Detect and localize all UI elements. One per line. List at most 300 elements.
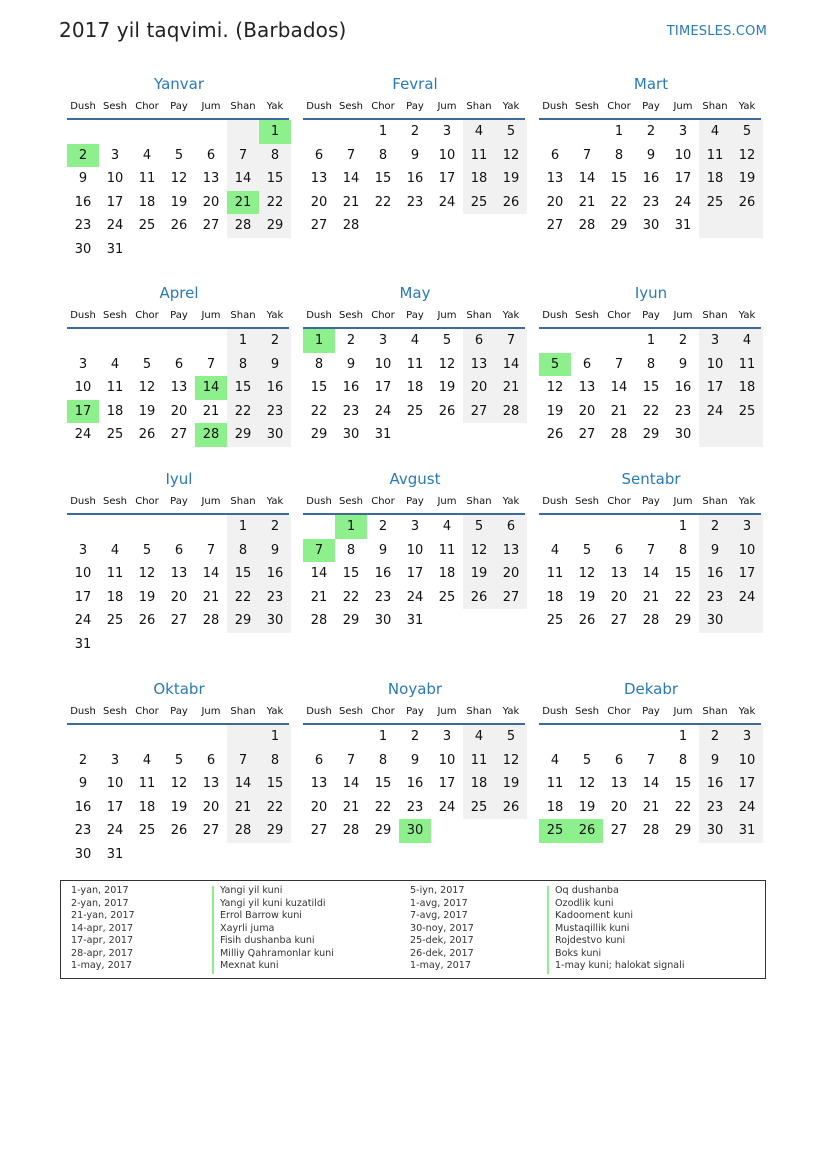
day-cell: 8 xyxy=(646,356,656,372)
holiday-day-cell: 1 xyxy=(259,120,291,144)
day-cell: 28 xyxy=(342,218,360,233)
week-row xyxy=(67,725,291,749)
week-row xyxy=(67,515,291,539)
day-cell: 3 xyxy=(678,124,688,139)
weekday-label: Yak xyxy=(502,706,520,717)
day-cell: 2 xyxy=(259,329,291,353)
month-sentabr xyxy=(539,469,763,633)
holiday-day-cell: 2 xyxy=(67,144,99,168)
day-cell: 7 xyxy=(614,356,624,372)
day-cell: 26 xyxy=(495,191,527,215)
day-cell: 1 xyxy=(678,729,688,744)
day-cell: 25 xyxy=(138,823,156,838)
week-row xyxy=(67,586,291,610)
weekday-label: Chor xyxy=(607,101,631,112)
weekday-label: Pay xyxy=(642,706,660,717)
week-row xyxy=(303,329,527,353)
day-cell: 25 xyxy=(546,613,564,628)
month-oktabr xyxy=(67,679,291,866)
weekday-label: Shan xyxy=(230,706,256,717)
weekday-label: Chor xyxy=(607,706,631,717)
day-cell: 22 xyxy=(227,400,259,424)
day-cell: 28 xyxy=(578,218,596,233)
weekday-label: Dush xyxy=(542,706,568,717)
day-cell: 17 xyxy=(438,776,456,791)
day-cell: 8 xyxy=(314,356,324,372)
day-cell: 8 xyxy=(678,542,688,558)
weekday-label: Jum xyxy=(201,706,221,717)
weekday-label: Dush xyxy=(306,496,332,507)
brand-link[interactable]: TIMESLES.COM xyxy=(666,24,767,39)
weekday-label: Chor xyxy=(607,496,631,507)
weekday-label: Yak xyxy=(738,101,756,112)
day-cell: 23 xyxy=(699,586,731,610)
month-fevral xyxy=(303,74,527,238)
day-cell: 4 xyxy=(731,329,763,353)
day-cell: 10 xyxy=(438,147,456,163)
day-cell: 6 xyxy=(614,752,624,768)
day-cell: 9 xyxy=(699,749,731,773)
day-cell: 5 xyxy=(582,542,592,558)
day-cell: 20 xyxy=(202,194,220,210)
day-cell: 25 xyxy=(438,589,456,605)
legend-names-right xyxy=(555,885,685,973)
day-cell: 27 xyxy=(610,613,628,628)
weekday-label: Jum xyxy=(673,706,693,717)
legend-holiday-name: Boks kuni xyxy=(555,947,602,959)
day-cell: 21 xyxy=(495,376,527,400)
day-cell: 14 xyxy=(642,776,660,791)
day-cell: 26 xyxy=(463,586,495,610)
day-cell: 18 xyxy=(463,167,495,191)
day-cell: 12 xyxy=(578,566,596,581)
day-cell: 6 xyxy=(582,356,592,372)
day-cell: 16 xyxy=(259,376,291,400)
day-cell: 10 xyxy=(74,380,92,395)
day-cell: 12 xyxy=(731,144,763,168)
weekday-label: Pay xyxy=(642,310,660,321)
month-may xyxy=(303,283,527,447)
day-cell: 16 xyxy=(74,194,92,210)
day-cell: 10 xyxy=(74,566,92,581)
month-title: Dekabr xyxy=(623,680,679,698)
month-mart xyxy=(539,74,763,238)
day-cell: 23 xyxy=(406,799,424,815)
day-cell: 15 xyxy=(674,566,692,581)
week-row xyxy=(539,400,763,424)
day-cell: 30 xyxy=(374,613,392,628)
day-cell: 26 xyxy=(438,403,456,419)
weekday-label: Shan xyxy=(702,706,728,717)
week-row xyxy=(303,120,527,144)
day-cell: 10 xyxy=(106,171,124,186)
day-cell: 27 xyxy=(463,400,495,424)
empty-day-cell xyxy=(163,238,195,262)
day-cell: 9 xyxy=(699,539,731,563)
day-cell: 7 xyxy=(227,749,259,773)
legend-date: 1-avg, 2017 xyxy=(410,897,468,909)
month-title: Fevral xyxy=(392,75,438,93)
day-cell: 7 xyxy=(227,144,259,168)
weekday-label: Shan xyxy=(702,496,728,507)
week-row xyxy=(303,749,527,773)
day-cell: 16 xyxy=(674,380,692,395)
day-cell: 12 xyxy=(170,171,188,186)
day-cell: 12 xyxy=(138,566,156,581)
day-cell: 3 xyxy=(78,542,88,558)
week-row xyxy=(539,191,763,215)
week-row xyxy=(67,238,291,262)
day-cell: 4 xyxy=(442,519,452,534)
day-cell: 27 xyxy=(170,613,188,628)
weekday-label: Jum xyxy=(437,310,457,321)
day-cell: 31 xyxy=(106,241,124,257)
day-cell: 17 xyxy=(406,566,424,581)
day-cell: 31 xyxy=(374,427,392,442)
month-title: Sentabr xyxy=(621,470,681,488)
empty-day-cell xyxy=(495,214,527,238)
day-cell: 23 xyxy=(699,796,731,820)
day-cell: 19 xyxy=(438,380,456,395)
empty-day-cell xyxy=(367,214,399,238)
day-cell: 3 xyxy=(110,752,120,768)
day-cell: 25 xyxy=(699,191,731,215)
weekday-header xyxy=(67,493,291,511)
week-row xyxy=(303,772,527,796)
legend-holiday-name: Mustaqillik kuni xyxy=(555,922,630,934)
week-row xyxy=(539,515,763,539)
day-cell: 16 xyxy=(642,171,660,186)
weekday-label: Dush xyxy=(70,706,96,717)
day-cell: 16 xyxy=(699,562,731,586)
weekday-label: Yak xyxy=(266,496,284,507)
week-row xyxy=(303,539,527,563)
weekday-label: Yak xyxy=(738,706,756,717)
empty-day-cell xyxy=(99,633,131,657)
week-row xyxy=(67,749,291,773)
day-cell: 12 xyxy=(546,380,564,395)
day-cell: 7 xyxy=(646,752,656,768)
day-cell: 17 xyxy=(731,772,763,796)
week-row xyxy=(67,167,291,191)
day-cell: 9 xyxy=(259,353,291,377)
empty-day-cell xyxy=(131,120,163,144)
day-cell: 3 xyxy=(442,729,452,744)
day-cell: 9 xyxy=(378,542,388,558)
day-cell: 28 xyxy=(227,214,259,238)
week-row xyxy=(539,749,763,773)
legend-date: 26-dek, 2017 xyxy=(410,947,474,959)
day-cell: 30 xyxy=(259,609,291,633)
day-cell: 12 xyxy=(495,749,527,773)
day-cell: 10 xyxy=(406,542,424,558)
day-cell: 1 xyxy=(614,124,624,139)
weekday-label: Sesh xyxy=(102,310,128,321)
day-cell: 22 xyxy=(642,403,660,419)
day-cell: 16 xyxy=(342,380,360,395)
day-cell: 6 xyxy=(614,542,624,558)
weekday-label: Jum xyxy=(201,101,221,112)
day-cell: 30 xyxy=(74,846,92,862)
day-cell: 10 xyxy=(106,776,124,791)
weekday-header xyxy=(303,98,527,116)
day-cell: 17 xyxy=(699,376,731,400)
day-cell: 20 xyxy=(495,562,527,586)
day-cell: 4 xyxy=(410,333,420,348)
day-cell: 22 xyxy=(674,799,692,815)
day-cell: 21 xyxy=(342,799,360,815)
legend-date: 25-dek, 2017 xyxy=(410,935,474,946)
day-cell: 5 xyxy=(495,725,527,749)
day-cell: 25 xyxy=(463,191,495,215)
day-cell: 12 xyxy=(170,776,188,791)
day-cell: 21 xyxy=(227,796,259,820)
empty-day-cell xyxy=(635,515,667,539)
day-cell: 13 xyxy=(170,566,188,581)
day-cell: 8 xyxy=(259,749,291,773)
day-cell: 19 xyxy=(170,799,188,815)
day-cell: 9 xyxy=(259,539,291,563)
day-cell: 14 xyxy=(610,380,628,395)
day-cell: 16 xyxy=(406,776,424,791)
empty-day-cell xyxy=(335,120,367,144)
day-cell: 17 xyxy=(74,589,92,605)
week-row xyxy=(303,515,527,539)
day-cell: 10 xyxy=(374,356,392,372)
empty-day-cell xyxy=(227,238,259,262)
legend-holiday-name: Kadooment kuni xyxy=(555,910,634,921)
weekday-label: Shan xyxy=(466,496,492,507)
day-cell: 18 xyxy=(138,799,156,815)
day-cell: 10 xyxy=(731,539,763,563)
holiday-day-cell: 25 xyxy=(539,819,571,843)
day-cell: 3 xyxy=(78,356,88,372)
day-cell: 12 xyxy=(578,776,596,791)
month-title: Iyul xyxy=(165,470,193,488)
weekday-label: Chor xyxy=(135,496,159,507)
day-cell: 5 xyxy=(495,120,527,144)
day-cell: 13 xyxy=(310,171,328,186)
weekday-header xyxy=(539,307,763,325)
day-cell: 29 xyxy=(310,427,328,442)
day-cell: 22 xyxy=(374,194,392,210)
day-cell: 7 xyxy=(495,329,527,353)
day-cell: 10 xyxy=(699,353,731,377)
empty-day-cell xyxy=(99,725,131,749)
day-cell: 19 xyxy=(546,403,564,419)
day-cell: 11 xyxy=(106,380,124,395)
day-cell: 9 xyxy=(410,147,420,163)
day-cell: 25 xyxy=(138,218,156,233)
empty-day-cell xyxy=(495,423,527,447)
week-row xyxy=(303,353,527,377)
day-cell: 23 xyxy=(342,403,360,419)
day-cell: 4 xyxy=(142,147,152,163)
day-cell: 23 xyxy=(674,403,692,419)
weekday-label: Pay xyxy=(170,101,188,112)
weekday-label: Chor xyxy=(371,706,395,717)
weekday-label: Jum xyxy=(673,101,693,112)
empty-day-cell xyxy=(259,238,291,262)
day-cell: 4 xyxy=(550,542,560,558)
weekday-label: Dush xyxy=(542,496,568,507)
month-iyun xyxy=(539,283,763,447)
day-cell: 5 xyxy=(174,752,184,768)
empty-day-cell xyxy=(195,843,227,867)
week-row xyxy=(303,819,527,843)
empty-day-cell xyxy=(603,329,635,353)
day-cell: 2 xyxy=(78,752,88,768)
legend-holiday-name: Milliy Qahramonlar kuni xyxy=(220,947,334,959)
day-cell: 22 xyxy=(259,191,291,215)
empty-day-cell xyxy=(99,120,131,144)
empty-day-cell xyxy=(131,238,163,262)
day-cell: 11 xyxy=(463,749,495,773)
day-cell: 1 xyxy=(227,329,259,353)
weekday-label: Dush xyxy=(306,706,332,717)
month-aprel xyxy=(67,283,291,447)
week-row xyxy=(539,329,763,353)
day-cell: 22 xyxy=(610,194,628,210)
day-cell: 21 xyxy=(610,403,628,419)
legend-date: 14-apr, 2017 xyxy=(71,922,134,934)
holiday-day-cell: 1 xyxy=(335,515,367,539)
day-cell: 13 xyxy=(610,566,628,581)
day-cell: 24 xyxy=(106,823,124,838)
empty-day-cell xyxy=(699,423,731,447)
week-row xyxy=(67,562,291,586)
day-cell: 19 xyxy=(578,589,596,605)
day-cell: 4 xyxy=(142,752,152,768)
empty-day-cell xyxy=(463,819,495,843)
empty-day-cell xyxy=(227,633,259,657)
day-cell: 21 xyxy=(642,799,660,815)
empty-day-cell xyxy=(131,725,163,749)
weekday-label: Pay xyxy=(406,706,424,717)
weekday-label: Dush xyxy=(306,310,332,321)
day-cell: 19 xyxy=(463,562,495,586)
month-avgust xyxy=(303,469,527,633)
day-cell: 24 xyxy=(674,194,692,210)
day-cell: 18 xyxy=(463,772,495,796)
day-cell: 28 xyxy=(495,400,527,424)
empty-day-cell xyxy=(163,633,195,657)
day-cell: 29 xyxy=(227,609,259,633)
empty-day-cell xyxy=(539,329,571,353)
day-cell: 24 xyxy=(74,427,92,442)
weekday-label: Chor xyxy=(371,310,395,321)
day-cell: 31 xyxy=(406,613,424,628)
empty-day-cell xyxy=(131,329,163,353)
day-cell: 31 xyxy=(674,218,692,233)
holiday-day-cell: 26 xyxy=(571,819,603,843)
day-cell: 20 xyxy=(310,799,328,815)
legend-holiday-name: Oq dushanba xyxy=(555,885,619,896)
day-cell: 17 xyxy=(374,380,392,395)
empty-day-cell xyxy=(131,843,163,867)
empty-day-cell xyxy=(431,819,463,843)
day-cell: 18 xyxy=(546,799,564,815)
empty-day-cell xyxy=(195,725,227,749)
week-row xyxy=(539,376,763,400)
day-cell: 30 xyxy=(342,427,360,442)
legend-date: 1-may, 2017 xyxy=(410,960,471,971)
day-cell: 13 xyxy=(610,776,628,791)
day-cell: 27 xyxy=(546,218,564,233)
day-cell: 4 xyxy=(110,542,120,558)
month-title: Iyun xyxy=(634,284,668,302)
month-title: Avgust xyxy=(389,470,441,488)
empty-day-cell xyxy=(195,120,227,144)
day-cell: 3 xyxy=(699,329,731,353)
day-cell: 10 xyxy=(731,749,763,773)
week-row xyxy=(539,772,763,796)
day-cell: 19 xyxy=(495,167,527,191)
day-cell: 1 xyxy=(378,729,388,744)
empty-day-cell xyxy=(571,515,603,539)
week-row xyxy=(303,609,527,633)
day-cell: 5 xyxy=(442,333,452,348)
holiday-legend xyxy=(60,880,766,979)
day-cell: 18 xyxy=(138,194,156,210)
day-cell: 20 xyxy=(463,376,495,400)
week-row xyxy=(67,214,291,238)
day-cell: 6 xyxy=(174,542,184,558)
week-row xyxy=(303,725,527,749)
day-cell: 27 xyxy=(310,218,328,233)
day-cell: 4 xyxy=(110,356,120,372)
weekday-header xyxy=(67,703,291,721)
day-cell: 1 xyxy=(227,515,259,539)
month-title: Noyabr xyxy=(387,680,443,698)
day-cell: 21 xyxy=(202,589,220,605)
legend-date: 7-avg, 2017 xyxy=(410,910,468,921)
day-cell: 19 xyxy=(138,403,156,419)
empty-day-cell xyxy=(163,843,195,867)
day-cell: 11 xyxy=(438,542,456,558)
empty-day-cell xyxy=(399,423,431,447)
week-row xyxy=(539,562,763,586)
day-cell: 23 xyxy=(406,194,424,210)
day-cell: 24 xyxy=(106,218,124,233)
weekday-header xyxy=(303,703,527,721)
day-cell: 14 xyxy=(310,566,328,581)
day-cell: 17 xyxy=(674,171,692,186)
weekday-label: Jum xyxy=(437,496,457,507)
empty-day-cell xyxy=(195,515,227,539)
holiday-day-cell: 28 xyxy=(195,423,227,447)
day-cell: 29 xyxy=(642,427,660,442)
weekday-label: Pay xyxy=(642,496,660,507)
day-cell: 6 xyxy=(174,356,184,372)
day-cell: 29 xyxy=(227,423,259,447)
week-row xyxy=(303,562,527,586)
day-cell: 9 xyxy=(678,356,688,372)
day-cell: 25 xyxy=(406,403,424,419)
day-cell: 13 xyxy=(495,539,527,563)
weekday-label: Sesh xyxy=(574,706,600,717)
week-row xyxy=(303,376,527,400)
week-row xyxy=(303,144,527,168)
week-row xyxy=(67,539,291,563)
weekday-label: Dush xyxy=(542,310,568,321)
day-cell: 20 xyxy=(170,589,188,605)
empty-day-cell xyxy=(495,609,527,633)
weekday-header xyxy=(67,307,291,325)
legend-holiday-name: Xayrli juma xyxy=(220,922,275,934)
weekday-label: Yak xyxy=(502,310,520,321)
week-row xyxy=(539,423,763,447)
